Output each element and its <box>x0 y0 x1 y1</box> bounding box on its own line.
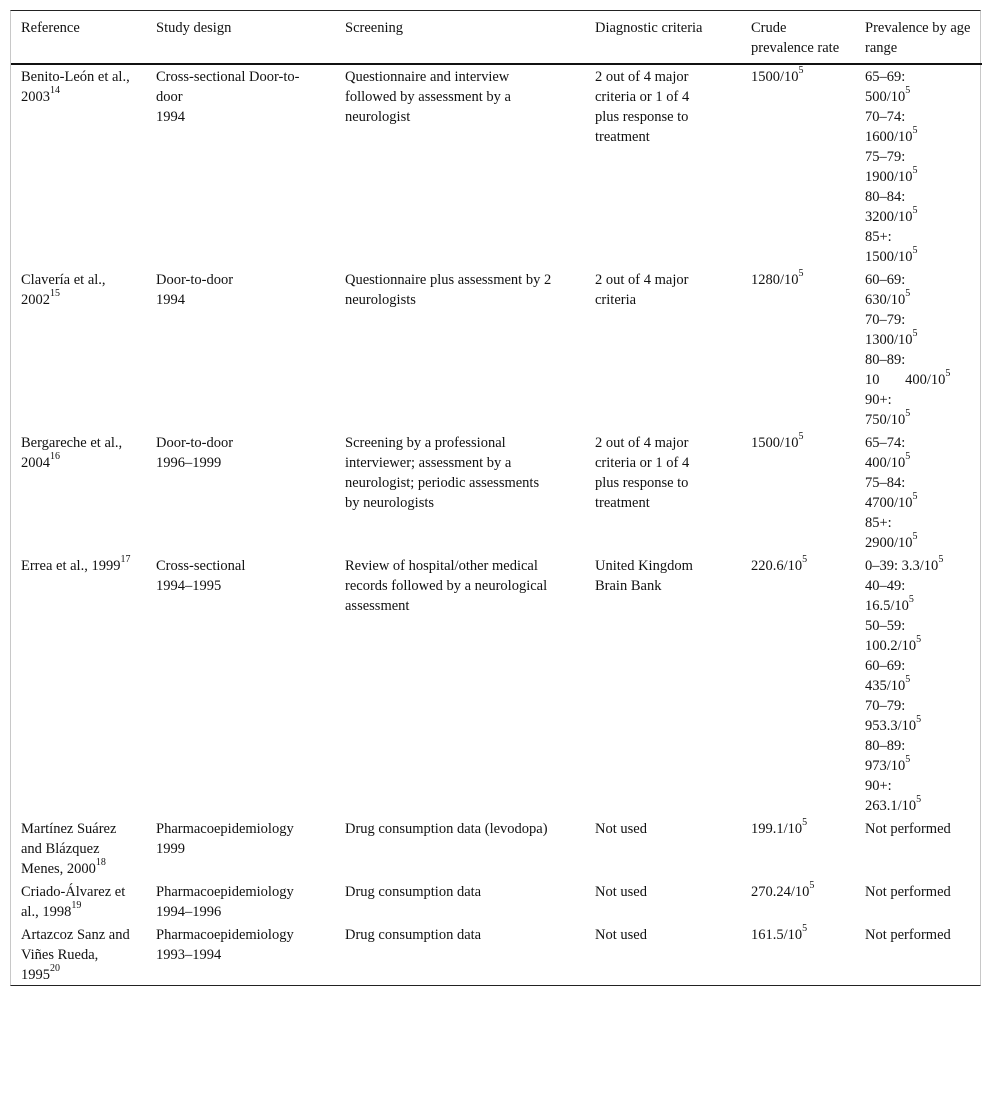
cell-reference <box>11 879 156 922</box>
study-design-line: 1994–1995 <box>156 578 222 594</box>
cell-screening: Drug consumption data <box>345 927 482 943</box>
reference-text: Criado-Álvarez et al., 1998 <box>21 884 126 920</box>
reference-citation: 17 <box>120 554 131 566</box>
age-range-label: 70–79: <box>865 698 906 714</box>
table-row <box>11 922 982 985</box>
study-design-line: 1996–1999 <box>156 455 222 471</box>
age-range-entry <box>865 147 968 187</box>
age-range-entry <box>865 513 968 553</box>
age-range-value: 953.3/10 <box>865 718 917 734</box>
age-range-label: 75–84: <box>865 475 906 491</box>
age-range-label: 70–74: <box>865 109 906 125</box>
prevalence-table-container <box>10 10 981 986</box>
crude-exponent: 5 <box>798 65 804 77</box>
age-range-label: 90+: <box>865 392 892 408</box>
age-range-entry <box>865 576 968 616</box>
crude-value: 161.5/10 <box>751 927 803 943</box>
header-prevalence-by-age: Prevalence by age range <box>865 11 982 64</box>
age-range-entry <box>865 556 968 576</box>
cell-prevalence-by-age <box>865 430 982 553</box>
cell-crude-prevalence <box>751 64 865 267</box>
age-range-value: 4700/10 <box>865 495 913 511</box>
cell-study-design <box>156 430 345 553</box>
age-range-label: 65–74: <box>865 435 906 451</box>
age-range-entry <box>865 227 968 267</box>
age-range-entry <box>865 473 968 513</box>
header-crude-prevalence: Crude prevalence rate <box>751 11 865 64</box>
age-range-exponent: 5 <box>912 245 918 257</box>
age-range-label: 80–84: <box>865 189 906 205</box>
table-row <box>11 430 982 553</box>
cell-prevalence-by-age <box>865 267 982 430</box>
cell-reference <box>11 430 156 553</box>
cell-crude-prevalence <box>751 816 865 879</box>
cell-prevalence-by-age <box>865 64 982 267</box>
age-range-entry <box>865 107 968 147</box>
cell-crude-prevalence <box>751 430 865 553</box>
cell-study-design <box>156 922 345 985</box>
age-range-exponent: 5 <box>912 125 918 137</box>
age-range-exponent: 5 <box>908 594 914 606</box>
age-range-exponent: 5 <box>912 531 918 543</box>
age-range-not-performed: Not performed <box>865 821 951 837</box>
reference-text: Benito-León et al., 2003 <box>21 69 130 105</box>
age-range-exponent: 5 <box>938 554 944 566</box>
age-range-value: 435/10 <box>865 678 906 694</box>
age-range-value: 1900/10 <box>865 169 913 185</box>
cell-diagnostic-criteria: 2 out of 4 major criteria or 1 of 4 plus response to treatment <box>595 435 690 511</box>
age-range-value: 16.5/10 <box>865 598 909 614</box>
cell-prevalence-by-age <box>865 553 982 816</box>
age-range-exponent: 5 <box>916 634 922 646</box>
age-range-entry <box>865 696 968 736</box>
age-range-exponent: 5 <box>912 491 918 503</box>
table-row <box>11 267 982 430</box>
crude-value: 1280/10 <box>751 272 799 288</box>
age-range-exponent: 5 <box>905 754 911 766</box>
age-range-entry <box>865 310 968 350</box>
cell-reference <box>11 267 156 430</box>
crude-exponent: 5 <box>809 880 815 892</box>
study-design-line: Door-to-door <box>156 272 234 288</box>
age-range-exponent: 5 <box>905 451 911 463</box>
study-design-line: Pharmacoepidemiology <box>156 927 294 943</box>
age-range-exponent: 5 <box>905 85 911 97</box>
study-design-line: 1994 <box>156 292 185 308</box>
table-row <box>11 879 982 922</box>
cell-prevalence-by-age <box>865 879 982 922</box>
header-study-design: Study design <box>156 11 345 64</box>
crude-exponent: 5 <box>802 554 808 566</box>
study-design-line: Door-to-door <box>156 435 234 451</box>
age-range-entry <box>865 390 968 430</box>
cell-reference <box>11 816 156 879</box>
table-row <box>11 64 982 267</box>
cell-study-design <box>156 816 345 879</box>
age-range-value: 3200/10 <box>865 209 913 225</box>
cell-study-design <box>156 267 345 430</box>
age-range-value: 1600/10 <box>865 129 913 145</box>
crude-exponent: 5 <box>802 923 808 935</box>
reference-citation: 16 <box>50 451 60 463</box>
age-range-label: 60–69: <box>865 658 906 674</box>
age-range-label: 70–79: <box>865 312 906 328</box>
table-header-row <box>11 11 982 64</box>
age-range-value: 750/10 <box>865 412 906 428</box>
age-range-exponent: 5 <box>912 328 918 340</box>
age-range-value: 500/10 <box>865 89 906 105</box>
age-range-value: 100.2/10 <box>865 638 917 654</box>
cell-diagnostic-criteria: United Kingdom Brain Bank <box>595 558 693 594</box>
reference-text: Bergareche et al., 2004 <box>21 435 123 471</box>
prevalence-table <box>11 11 982 985</box>
crude-value: 1500/10 <box>751 435 799 451</box>
age-range-label: 90+: <box>865 778 892 794</box>
cell-reference <box>11 553 156 816</box>
age-range-entry <box>865 776 968 816</box>
cell-diagnostic-criteria: Not used <box>595 821 647 837</box>
crude-value: 1500/10 <box>751 69 799 85</box>
cell-diagnostic-criteria: Not used <box>595 884 647 900</box>
age-range-value: 1500/10 <box>865 249 913 265</box>
cell-crude-prevalence <box>751 553 865 816</box>
study-design-line: 1993–1994 <box>156 947 222 963</box>
crude-value: 270.24/10 <box>751 884 810 900</box>
age-range-label: 0–39: 3.3/10 <box>865 558 939 574</box>
age-range-value: 10 400/10 <box>865 372 946 388</box>
age-range-entry <box>865 67 968 107</box>
header-diagnostic-criteria: Diagnostic criteria <box>595 11 751 64</box>
crude-value: 220.6/10 <box>751 558 803 574</box>
cell-diagnostic-criteria: 2 out of 4 major criteria or 1 of 4 plus response to treatment <box>595 69 690 145</box>
cell-screening: Drug consumption data <box>345 884 482 900</box>
study-design-line: 1994–1996 <box>156 904 222 920</box>
cell-study-design <box>156 879 345 922</box>
reference-citation: 18 <box>95 857 106 869</box>
age-range-label: 85+: <box>865 515 892 531</box>
study-design-line: Cross-sectional <box>156 558 246 574</box>
cell-study-design <box>156 553 345 816</box>
reference-citation: 15 <box>50 288 60 300</box>
crude-exponent: 5 <box>798 431 804 443</box>
age-range-value: 1300/10 <box>865 332 913 348</box>
study-design-line: Pharmacoepidemiology <box>156 821 294 837</box>
study-design-line: 1999 <box>156 841 185 857</box>
cell-study-design <box>156 64 345 267</box>
age-range-exponent: 5 <box>905 408 911 420</box>
age-range-exponent: 5 <box>916 714 922 726</box>
reference-text: Errea et al., 1999 <box>21 558 121 574</box>
cell-screening: Review of hospital/other medical records followed by a neurological assessment <box>345 558 548 614</box>
age-range-value: 973/10 <box>865 758 906 774</box>
cell-crude-prevalence <box>751 267 865 430</box>
reference-citation: 19 <box>71 900 82 912</box>
age-range-label: 60–69: <box>865 272 906 288</box>
header-reference: Reference <box>11 11 156 64</box>
age-range-exponent: 5 <box>905 288 911 300</box>
reference-text: Martínez Suárez and Blázquez Menes, 2000 <box>21 821 117 877</box>
age-range-entry <box>865 433 968 473</box>
crude-value: 199.1/10 <box>751 821 803 837</box>
table-body <box>11 64 982 985</box>
cell-screening: Screening by a professional interviewer; assessment by a neurologist; periodic assessments by neurologists <box>345 435 540 511</box>
age-range-value: 2900/10 <box>865 535 913 551</box>
reference-citation: 20 <box>50 963 60 975</box>
age-range-label: 40–49: <box>865 578 906 594</box>
age-range-exponent: 5 <box>945 368 951 380</box>
reference-text: Clavería et al., 2002 <box>21 272 106 308</box>
age-range-entry <box>865 656 968 696</box>
age-range-entry <box>865 350 968 390</box>
cell-reference <box>11 64 156 267</box>
cell-diagnostic-criteria: 2 out of 4 major criteria <box>595 272 689 308</box>
study-design-line: 1994 <box>156 109 185 125</box>
age-range-value: 263.1/10 <box>865 798 917 814</box>
cell-crude-prevalence <box>751 922 865 985</box>
cell-crude-prevalence <box>751 879 865 922</box>
age-range-exponent: 5 <box>905 674 911 686</box>
table-row <box>11 553 982 816</box>
age-range-label: 85+: <box>865 229 892 245</box>
age-range-entry <box>865 270 968 310</box>
age-range-not-performed: Not performed <box>865 884 951 900</box>
cell-diagnostic-criteria: Not used <box>595 927 647 943</box>
age-range-label: 65–69: <box>865 69 906 85</box>
age-range-exponent: 5 <box>912 205 918 217</box>
crude-exponent: 5 <box>798 268 804 280</box>
cell-prevalence-by-age <box>865 922 982 985</box>
age-range-value: 400/10 <box>865 455 906 471</box>
age-range-entry <box>865 187 968 227</box>
table-row <box>11 816 982 879</box>
age-range-label: 80–89: <box>865 738 906 754</box>
header-screening: Screening <box>345 11 595 64</box>
crude-exponent: 5 <box>802 817 808 829</box>
study-design-line: Pharmacoepidemiology <box>156 884 294 900</box>
age-range-label: 50–59: <box>865 618 906 634</box>
cell-screening: Questionnaire and interview followed by assessment by a neurologist <box>345 69 511 125</box>
age-range-exponent: 5 <box>912 165 918 177</box>
age-range-not-performed: Not performed <box>865 927 951 943</box>
age-range-entry <box>865 736 968 776</box>
age-range-exponent: 5 <box>916 794 922 806</box>
cell-reference <box>11 922 156 985</box>
age-range-label: 75–79: <box>865 149 906 165</box>
reference-citation: 14 <box>50 85 60 97</box>
cell-prevalence-by-age <box>865 816 982 879</box>
age-range-value: 630/10 <box>865 292 906 308</box>
age-range-label: 80–89: <box>865 352 906 368</box>
age-range-entry <box>865 616 968 656</box>
reference-text: Artazcoz Sanz and Viñes Rueda, 1995 <box>21 927 130 983</box>
cell-screening: Drug consumption data (levodopa) <box>345 821 548 837</box>
study-design-line: Cross-sectional Door-to-door <box>156 69 300 105</box>
cell-screening: Questionnaire plus assessment by 2 neurologists <box>345 272 552 308</box>
